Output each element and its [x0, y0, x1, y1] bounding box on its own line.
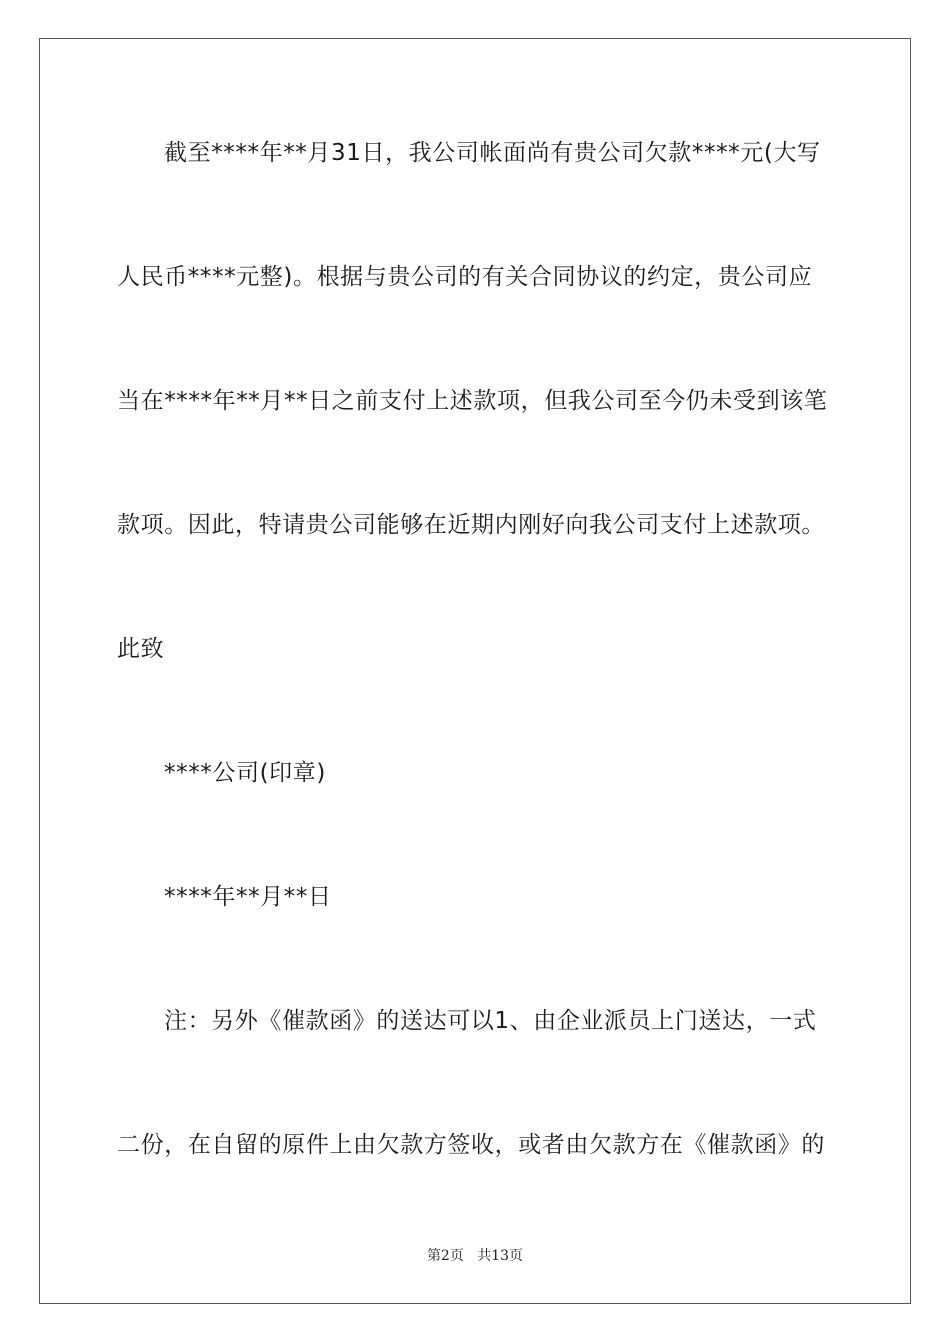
signature-company: ****公司(印章) [164, 760, 326, 786]
body-line-3: 当在****年**月**日之前支付上述款项，但我公司至今仍未受到该笔 [117, 388, 828, 414]
body-line-2: 人民币****元整)。根据与贵公司的有关合同协议的约定，贵公司应 [117, 264, 813, 290]
page-footer [0, 1246, 950, 1266]
signature-date: ****年**月**日 [164, 884, 332, 910]
closing-salutation: 此致 [117, 636, 165, 662]
note-line-1: 注：另外《催款函》的送达可以1、由企业派员上门送达，一式 [164, 1008, 817, 1034]
note-line-2: 二份，在自留的原件上由欠款方签收，或者由欠款方在《催款函》的 [117, 1132, 825, 1158]
body-line-4: 款项。因此，特请贵公司能够在近期内刚好向我公司支付上述款项。 [117, 512, 825, 538]
body-line-1: 截至****年**月31日，我公司帐面尚有贵公司欠款****元(大写 [164, 140, 821, 166]
page-border [39, 38, 911, 1304]
page-total: 共13页 [477, 1248, 524, 1264]
page-number: 第2页 [426, 1248, 464, 1264]
